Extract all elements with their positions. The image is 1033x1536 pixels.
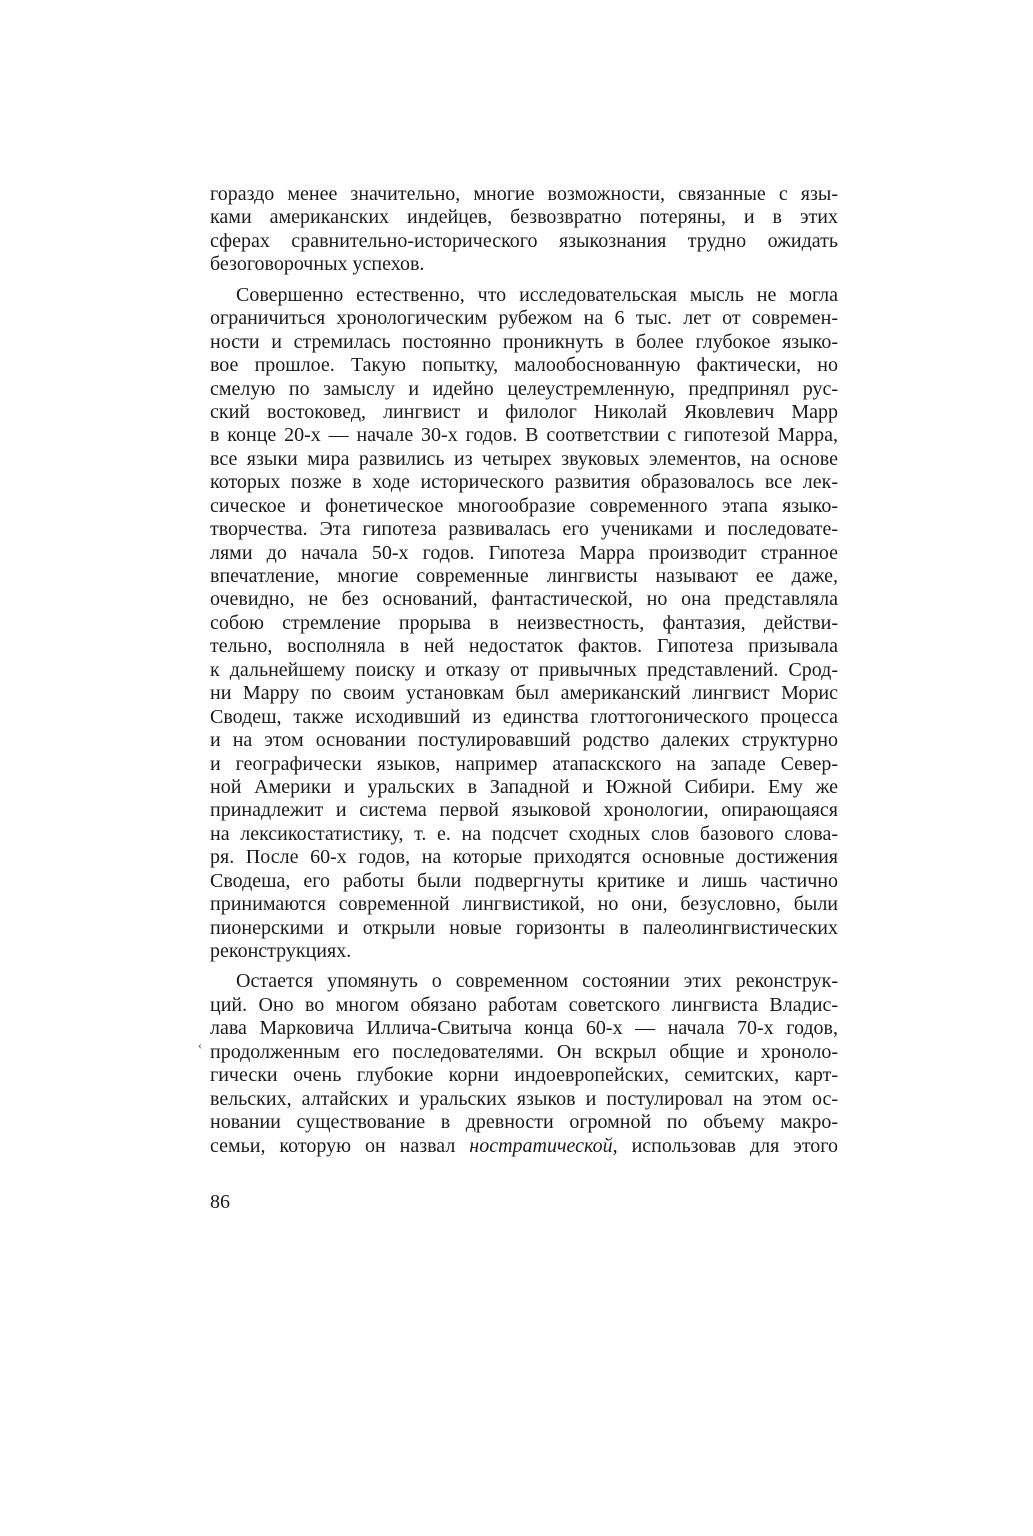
paragraph (210, 970, 838, 1158)
text-line: реконструкциях. (210, 940, 352, 962)
text-line: продолженным его последователями. Он вскрыл общие и хроноло- (210, 1040, 838, 1063)
text-line: лями до начала 50-х годов. Гипотеза Марра производит странное (210, 541, 838, 564)
margin-mark: ‹ (198, 1038, 202, 1052)
text-run: семьи, которую он назвал (210, 1134, 470, 1157)
text-line: творчества. Эта гипотеза развивалась его учениками и последовате- (210, 518, 838, 541)
text-line: гораздо менее значительно, многие возможности, связанные с язы- (210, 183, 838, 205)
text-line: смелую по замыслу и идейно целеустремленную, предпринял рус- (210, 377, 838, 400)
text-line: ной Америки и уральских в Западной и Южной Сибири. Ему же (210, 775, 838, 798)
text-line: ограничиться хронологическим рубежом на 6 тыс. лет от современ- (210, 307, 838, 330)
text-line: в конце 20-х — начале 30-х годов. В соответствии с гипотезой Марра, (210, 424, 838, 447)
text-line: очевидно, не без оснований, фантастической, но она представляла (210, 588, 838, 611)
text-line: новании существование в древности огромной по объему макро- (210, 1111, 838, 1134)
page-number: 86 (210, 1191, 230, 1213)
text-run: , использовав для этого (612, 1134, 839, 1157)
text-line: Остается упомянуть о современном состоянии этих реконструк- (236, 970, 838, 993)
text-line: лава Марковича Иллича-Свитыча конца 60-х — начала 70-х годов, (210, 1017, 838, 1040)
text-line: Сводеш, также исходивший из единства глоттогонического процесса (210, 705, 838, 728)
text-line: гически очень глубокие корни индоевропейских, семитских, карт- (210, 1064, 838, 1087)
text-line: тельно, восполняла в ней недостаток фактов. Гипотеза призывала (210, 635, 838, 658)
italic-term: ностратической (469, 1134, 613, 1157)
text-line: Совершенно естественно, что исследовательская мысль не могла (236, 283, 838, 306)
text-line: вое прошлое. Такую попытку, малообоснованную фактически, но (210, 354, 838, 377)
text-line: принимаются современной лингвистикой, но они, безусловно, были (210, 893, 838, 916)
text-line: сферах сравнительно-исторического языкознания трудно ожидать (210, 229, 838, 252)
text-line: ций. Оно во многом обязано работам советского лингвиста Владис- (210, 993, 838, 1016)
paragraph (210, 183, 838, 277)
text-line: впечатление, многие современные лингвисты называют ее даже, (210, 565, 838, 587)
document-body (210, 183, 838, 1165)
text-line: ками американских индейцев, безвозвратно потеряны, и в этих (210, 206, 838, 229)
text-line: сическое и фонетическое многообразие современного этапа языко- (210, 494, 838, 517)
text-line: Сводеша, его работы были подвергнуты критике и лишь частично (210, 869, 838, 892)
text-line: все языки мира развились из четырех звуковых элементов, на основе (210, 447, 838, 470)
text-line: безоговорочных успехов. (210, 253, 425, 276)
text-line: пионерскими и открыли новые горизонты в палеолингвистических (210, 916, 838, 939)
text-line: вельских, алтайских и уральских языков и постулировал на этом ос- (210, 1087, 838, 1110)
text-line: и на этом основании постулировавший родство далеких структурно (210, 729, 838, 752)
text-line: ни Марру по своим установкам был американский лингвист Морис (210, 682, 838, 705)
text-line: к дальнейшему поиску и отказу от привычных представлений. Срод- (210, 658, 838, 681)
text-line: собою стремление прорыва в неизвестность, фантазия, действи- (210, 611, 838, 634)
text-line: и географически языков, например атапаскского на западе Север- (210, 752, 838, 775)
text-line: принадлежит и система первой языковой хронологии, опирающаяся (210, 799, 838, 822)
text-line: ря. После 60-х годов, на которые приходятся основные достижения (210, 846, 838, 869)
text-line (210, 1135, 838, 1158)
text-line: которых позже в ходе исторического развития образовалось все лек- (210, 471, 838, 494)
text-line: ности и стремилась постоянно проникнуть в более глубокое языко- (210, 330, 838, 353)
text-line: ский востоковед, лингвист и филолог Николай Яковлевич Марр (210, 400, 838, 423)
paragraph (210, 284, 838, 964)
text-line: на лексикостатистику, т. е. на подсчет сходных слов базового слова- (210, 822, 838, 845)
